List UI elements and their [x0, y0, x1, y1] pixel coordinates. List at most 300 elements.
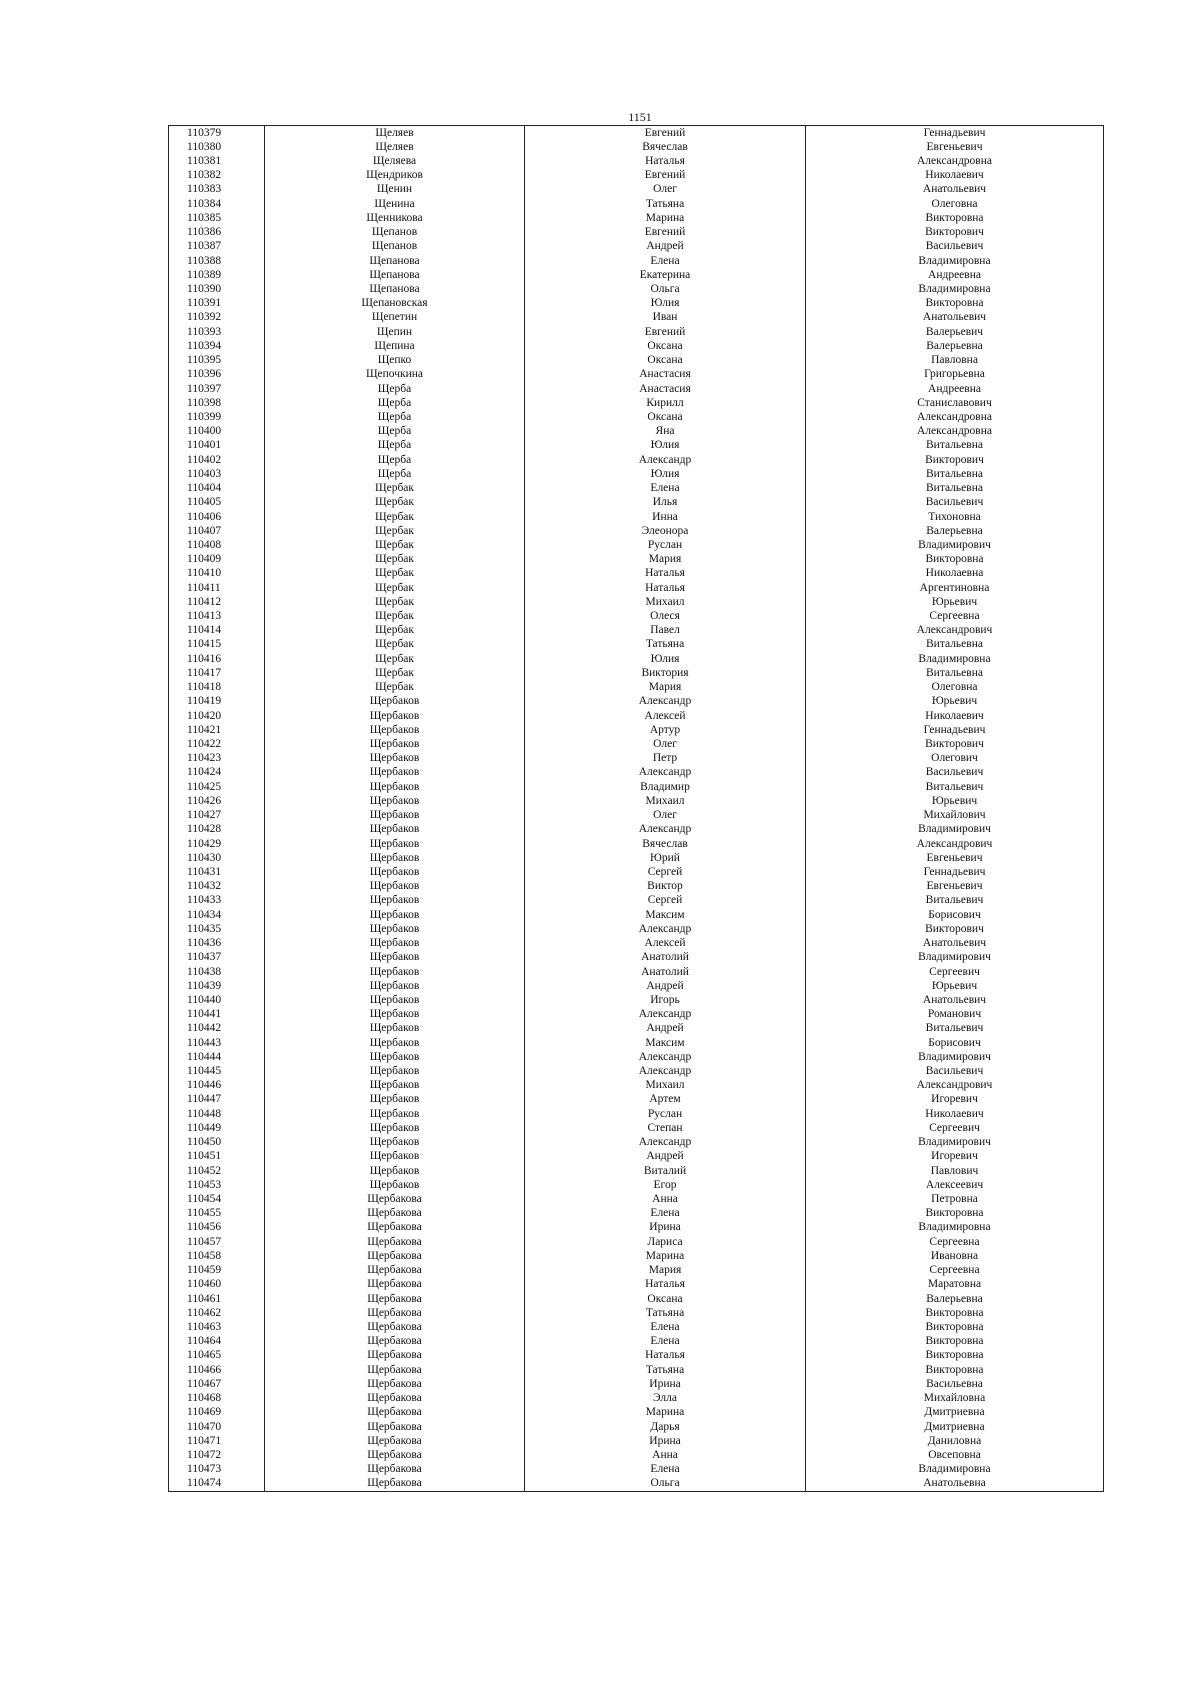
table-row — [169, 211, 1104, 225]
patronymic-cell: Витальевна — [806, 439, 1104, 453]
record-number-cell: 110431 — [169, 865, 265, 879]
record-number-cell: 110422 — [169, 737, 265, 751]
record-number-cell: 110400 — [169, 425, 265, 439]
table-row — [169, 311, 1104, 325]
first-name-cell: Оксана — [525, 339, 806, 353]
last-name-cell: Щербак — [265, 510, 525, 524]
record-number-cell: 110426 — [169, 794, 265, 808]
last-name-cell: Щербак — [265, 652, 525, 666]
patronymic-cell: Сергеевна — [806, 1264, 1104, 1278]
first-name-cell: Михаил — [525, 794, 806, 808]
record-number-cell: 110418 — [169, 681, 265, 695]
table-row — [169, 908, 1104, 922]
table-row — [169, 425, 1104, 439]
record-number-cell: 110455 — [169, 1207, 265, 1221]
last-name-cell: Щербакова — [265, 1363, 525, 1377]
patronymic-cell: Анатольевич — [806, 936, 1104, 950]
patronymic-cell: Алексеевич — [806, 1178, 1104, 1192]
record-number-cell: 110415 — [169, 638, 265, 652]
last-name-cell: Щерба — [265, 396, 525, 410]
table-row — [169, 638, 1104, 652]
record-number-cell: 110471 — [169, 1434, 265, 1448]
first-name-cell: Лариса — [525, 1235, 806, 1249]
record-number-cell: 110413 — [169, 609, 265, 623]
first-name-cell: Алексей — [525, 709, 806, 723]
patronymic-cell: Анатольевич — [806, 993, 1104, 1007]
patronymic-cell: Анатольевна — [806, 1477, 1104, 1492]
table-row — [169, 609, 1104, 623]
record-number-cell: 110445 — [169, 1064, 265, 1078]
last-name-cell: Щербакова — [265, 1292, 525, 1306]
last-name-cell: Щербак — [265, 538, 525, 552]
first-name-cell: Игорь — [525, 993, 806, 1007]
last-name-cell: Щербаков — [265, 695, 525, 709]
record-number-cell: 110398 — [169, 396, 265, 410]
last-name-cell: Щепановская — [265, 297, 525, 311]
table-row — [169, 794, 1104, 808]
record-number-cell: 110388 — [169, 254, 265, 268]
record-number-cell: 110461 — [169, 1292, 265, 1306]
first-name-cell: Юлия — [525, 297, 806, 311]
patronymic-cell: Геннадьевич — [806, 723, 1104, 737]
patronymic-cell: Валерьевич — [806, 325, 1104, 339]
first-name-cell: Юлия — [525, 439, 806, 453]
last-name-cell: Щербакова — [265, 1391, 525, 1405]
first-name-cell: Елена — [525, 1320, 806, 1334]
last-name-cell: Щербаков — [265, 965, 525, 979]
record-number-cell: 110389 — [169, 268, 265, 282]
table-row — [169, 1377, 1104, 1391]
patronymic-cell: Николаевич — [806, 169, 1104, 183]
patronymic-cell: Евгеньевич — [806, 851, 1104, 865]
last-name-cell: Щенин — [265, 183, 525, 197]
table-row — [169, 183, 1104, 197]
patronymic-cell: Геннадьевич — [806, 865, 1104, 879]
last-name-cell: Щербакова — [265, 1377, 525, 1391]
table-row — [169, 1150, 1104, 1164]
first-name-cell: Татьяна — [525, 1306, 806, 1320]
patronymic-cell: Юрьевич — [806, 695, 1104, 709]
table-row — [169, 851, 1104, 865]
first-name-cell: Евгений — [525, 325, 806, 339]
table-row — [169, 780, 1104, 794]
patronymic-cell: Ивановна — [806, 1249, 1104, 1263]
patronymic-cell: Николаевич — [806, 709, 1104, 723]
patronymic-cell: Сергеевич — [806, 965, 1104, 979]
last-name-cell: Щепетин — [265, 311, 525, 325]
last-name-cell: Щербак — [265, 567, 525, 581]
last-name-cell: Щербаков — [265, 1022, 525, 1036]
record-number-cell: 110401 — [169, 439, 265, 453]
last-name-cell: Щербак — [265, 496, 525, 510]
patronymic-cell: Викторовна — [806, 553, 1104, 567]
patronymic-cell: Евгеньевич — [806, 880, 1104, 894]
table-row — [169, 538, 1104, 552]
table-row — [169, 951, 1104, 965]
patronymic-cell: Сергеевна — [806, 1235, 1104, 1249]
last-name-cell: Щербак — [265, 666, 525, 680]
table-row — [169, 1448, 1104, 1462]
first-name-cell: Ирина — [525, 1221, 806, 1235]
last-name-cell: Щербаков — [265, 1121, 525, 1135]
record-number-cell: 110408 — [169, 538, 265, 552]
table-row — [169, 439, 1104, 453]
first-name-cell: Марина — [525, 1406, 806, 1420]
table-row — [169, 1292, 1104, 1306]
record-number-cell: 110386 — [169, 226, 265, 240]
patronymic-cell: Тихоновна — [806, 510, 1104, 524]
record-number-cell: 110432 — [169, 880, 265, 894]
last-name-cell: Щербак — [265, 524, 525, 538]
record-number-cell: 110448 — [169, 1107, 265, 1121]
first-name-cell: Александр — [525, 1136, 806, 1150]
first-name-cell: Татьяна — [525, 638, 806, 652]
last-name-cell: Щербак — [265, 624, 525, 638]
first-name-cell: Наталья — [525, 154, 806, 168]
record-number-cell: 110433 — [169, 894, 265, 908]
last-name-cell: Щепко — [265, 354, 525, 368]
first-name-cell: Кирилл — [525, 396, 806, 410]
record-number-cell: 110443 — [169, 1036, 265, 1050]
last-name-cell: Щербак — [265, 553, 525, 567]
patronymic-cell: Витальевич — [806, 780, 1104, 794]
last-name-cell: Щербаков — [265, 752, 525, 766]
last-name-cell: Щербаков — [265, 766, 525, 780]
table-row — [169, 1093, 1104, 1107]
last-name-cell: Щербаков — [265, 1050, 525, 1064]
table-row — [169, 1221, 1104, 1235]
record-number-cell: 110419 — [169, 695, 265, 709]
last-name-cell: Щербаков — [265, 1036, 525, 1050]
table-row — [169, 737, 1104, 751]
table-row — [169, 1050, 1104, 1064]
patronymic-cell: Владимирович — [806, 823, 1104, 837]
first-name-cell: Мария — [525, 681, 806, 695]
table-row — [169, 1477, 1104, 1492]
first-name-cell: Александр — [525, 766, 806, 780]
last-name-cell: Щерба — [265, 425, 525, 439]
last-name-cell: Щербаков — [265, 1150, 525, 1164]
record-number-cell: 110472 — [169, 1448, 265, 1462]
last-name-cell: Щербакова — [265, 1306, 525, 1320]
patronymic-cell: Викторовна — [806, 1207, 1104, 1221]
first-name-cell: Олег — [525, 737, 806, 751]
table-row — [169, 652, 1104, 666]
last-name-cell: Щербаков — [265, 993, 525, 1007]
patronymic-cell: Владимирович — [806, 1136, 1104, 1150]
record-number-cell: 110405 — [169, 496, 265, 510]
table-row — [169, 154, 1104, 168]
registry-table — [168, 125, 1104, 1492]
first-name-cell: Вячеслав — [525, 140, 806, 154]
last-name-cell: Щербаков — [265, 794, 525, 808]
record-number-cell: 110430 — [169, 851, 265, 865]
first-name-cell: Ирина — [525, 1377, 806, 1391]
table-row — [169, 1363, 1104, 1377]
record-number-cell: 110428 — [169, 823, 265, 837]
last-name-cell: Щепанова — [265, 282, 525, 296]
table-row — [169, 681, 1104, 695]
patronymic-cell: Александрович — [806, 624, 1104, 638]
table-row — [169, 624, 1104, 638]
patronymic-cell: Васильевна — [806, 1377, 1104, 1391]
last-name-cell: Щербаков — [265, 922, 525, 936]
first-name-cell: Сергей — [525, 865, 806, 879]
first-name-cell: Андрей — [525, 1022, 806, 1036]
patronymic-cell: Владимировна — [806, 1221, 1104, 1235]
table-row — [169, 1278, 1104, 1292]
last-name-cell: Щепочкина — [265, 368, 525, 382]
record-number-cell: 110454 — [169, 1192, 265, 1206]
patronymic-cell: Михайловна — [806, 1391, 1104, 1405]
patronymic-cell: Павловна — [806, 354, 1104, 368]
first-name-cell: Максим — [525, 908, 806, 922]
first-name-cell: Виктория — [525, 666, 806, 680]
table-row — [169, 339, 1104, 353]
last-name-cell: Щербакова — [265, 1434, 525, 1448]
first-name-cell: Андрей — [525, 979, 806, 993]
patronymic-cell: Олегович — [806, 752, 1104, 766]
patronymic-cell: Станиславович — [806, 396, 1104, 410]
last-name-cell: Щербаков — [265, 908, 525, 922]
first-name-cell: Юрий — [525, 851, 806, 865]
first-name-cell: Ирина — [525, 1434, 806, 1448]
last-name-cell: Щербакова — [265, 1477, 525, 1492]
patronymic-cell: Витальевич — [806, 1022, 1104, 1036]
last-name-cell: Щербаков — [265, 1064, 525, 1078]
table-row — [169, 410, 1104, 424]
patronymic-cell: Викторовна — [806, 1335, 1104, 1349]
record-number-cell: 110393 — [169, 325, 265, 339]
record-number-cell: 110469 — [169, 1406, 265, 1420]
first-name-cell: Татьяна — [525, 1363, 806, 1377]
patronymic-cell: Владимирович — [806, 951, 1104, 965]
table-row — [169, 766, 1104, 780]
patronymic-cell: Александровна — [806, 154, 1104, 168]
first-name-cell: Евгений — [525, 226, 806, 240]
first-name-cell: Элеонора — [525, 524, 806, 538]
last-name-cell: Щербак — [265, 595, 525, 609]
patronymic-cell: Романович — [806, 1008, 1104, 1022]
first-name-cell: Марина — [525, 1249, 806, 1263]
table-row — [169, 510, 1104, 524]
first-name-cell: Сергей — [525, 894, 806, 908]
patronymic-cell: Олеговна — [806, 681, 1104, 695]
first-name-cell: Александр — [525, 453, 806, 467]
record-number-cell: 110435 — [169, 922, 265, 936]
table-row — [169, 524, 1104, 538]
record-number-cell: 110451 — [169, 1150, 265, 1164]
record-number-cell: 110442 — [169, 1022, 265, 1036]
patronymic-cell: Юрьевич — [806, 595, 1104, 609]
patronymic-cell: Геннадьевич — [806, 126, 1104, 141]
record-number-cell: 110457 — [169, 1235, 265, 1249]
patronymic-cell: Юрьевич — [806, 794, 1104, 808]
patronymic-cell: Викторович — [806, 922, 1104, 936]
first-name-cell: Юлия — [525, 652, 806, 666]
patronymic-cell: Анатольевич — [806, 183, 1104, 197]
record-number-cell: 110473 — [169, 1463, 265, 1477]
last-name-cell: Щербаков — [265, 851, 525, 865]
table-row — [169, 453, 1104, 467]
patronymic-cell: Викторовна — [806, 1320, 1104, 1334]
table-row — [169, 325, 1104, 339]
registry-table-body — [169, 126, 1104, 1492]
first-name-cell: Наталья — [525, 1278, 806, 1292]
table-row — [169, 567, 1104, 581]
table-row — [169, 979, 1104, 993]
record-number-cell: 110409 — [169, 553, 265, 567]
patronymic-cell: Дмитриевна — [806, 1420, 1104, 1434]
first-name-cell: Владимир — [525, 780, 806, 794]
record-number-cell: 110464 — [169, 1335, 265, 1349]
record-number-cell: 110437 — [169, 951, 265, 965]
patronymic-cell: Маратовна — [806, 1278, 1104, 1292]
last-name-cell: Щербаков — [265, 1008, 525, 1022]
table-row — [169, 1264, 1104, 1278]
last-name-cell: Щербак — [265, 609, 525, 623]
patronymic-cell: Овсеповна — [806, 1448, 1104, 1462]
first-name-cell: Иван — [525, 311, 806, 325]
last-name-cell: Щербаков — [265, 723, 525, 737]
record-number-cell: 110449 — [169, 1121, 265, 1135]
record-number-cell: 110466 — [169, 1363, 265, 1377]
patronymic-cell: Аргентиновна — [806, 581, 1104, 595]
last-name-cell: Щербакова — [265, 1463, 525, 1477]
record-number-cell: 110470 — [169, 1420, 265, 1434]
last-name-cell: Щербакова — [265, 1192, 525, 1206]
table-row — [169, 282, 1104, 296]
first-name-cell: Михаил — [525, 595, 806, 609]
last-name-cell: Щербакова — [265, 1221, 525, 1235]
patronymic-cell: Витальевна — [806, 467, 1104, 481]
record-number-cell: 110452 — [169, 1164, 265, 1178]
patronymic-cell: Андреевна — [806, 382, 1104, 396]
table-row — [169, 1235, 1104, 1249]
patronymic-cell: Олеговна — [806, 197, 1104, 211]
first-name-cell: Илья — [525, 496, 806, 510]
first-name-cell: Елена — [525, 1463, 806, 1477]
table-row — [169, 240, 1104, 254]
record-number-cell: 110410 — [169, 567, 265, 581]
table-row — [169, 396, 1104, 410]
last-name-cell: Щербакова — [265, 1406, 525, 1420]
table-row — [169, 965, 1104, 979]
record-number-cell: 110391 — [169, 297, 265, 311]
table-row — [169, 382, 1104, 396]
record-number-cell: 110425 — [169, 780, 265, 794]
patronymic-cell: Сергеевна — [806, 609, 1104, 623]
table-row — [169, 481, 1104, 495]
first-name-cell: Евгений — [525, 126, 806, 141]
patronymic-cell: Викторовна — [806, 1306, 1104, 1320]
table-row — [169, 1406, 1104, 1420]
table-row — [169, 1036, 1104, 1050]
first-name-cell: Татьяна — [525, 197, 806, 211]
last-name-cell: Щепанова — [265, 254, 525, 268]
patronymic-cell: Александровна — [806, 425, 1104, 439]
first-name-cell: Елена — [525, 1207, 806, 1221]
record-number-cell: 110396 — [169, 368, 265, 382]
patronymic-cell: Витальевна — [806, 666, 1104, 680]
last-name-cell: Щербакова — [265, 1207, 525, 1221]
record-number-cell: 110411 — [169, 581, 265, 595]
patronymic-cell: Викторович — [806, 226, 1104, 240]
last-name-cell: Щербакова — [265, 1278, 525, 1292]
last-name-cell: Щербакова — [265, 1349, 525, 1363]
first-name-cell: Артур — [525, 723, 806, 737]
last-name-cell: Щербаков — [265, 1136, 525, 1150]
table-row — [169, 922, 1104, 936]
last-name-cell: Щерба — [265, 382, 525, 396]
first-name-cell: Егор — [525, 1178, 806, 1192]
record-number-cell: 110429 — [169, 837, 265, 851]
last-name-cell: Щендриков — [265, 169, 525, 183]
patronymic-cell: Владимировна — [806, 1463, 1104, 1477]
last-name-cell: Щербак — [265, 481, 525, 495]
table-row — [169, 809, 1104, 823]
table-row — [169, 140, 1104, 154]
table-row — [169, 1420, 1104, 1434]
first-name-cell: Наталья — [525, 581, 806, 595]
table-row — [169, 126, 1104, 141]
last-name-cell: Щербаков — [265, 1093, 525, 1107]
table-row — [169, 368, 1104, 382]
first-name-cell: Виталий — [525, 1164, 806, 1178]
record-number-cell: 110440 — [169, 993, 265, 1007]
first-name-cell: Оксана — [525, 410, 806, 424]
record-number-cell: 110423 — [169, 752, 265, 766]
last-name-cell: Щербаков — [265, 1164, 525, 1178]
table-row — [169, 1107, 1104, 1121]
first-name-cell: Олег — [525, 809, 806, 823]
record-number-cell: 110446 — [169, 1079, 265, 1093]
first-name-cell: Артем — [525, 1093, 806, 1107]
patronymic-cell: Владимирович — [806, 538, 1104, 552]
table-row — [169, 1178, 1104, 1192]
record-number-cell: 110403 — [169, 467, 265, 481]
table-row — [169, 268, 1104, 282]
record-number-cell: 110379 — [169, 126, 265, 141]
table-row — [169, 1136, 1104, 1150]
first-name-cell: Елена — [525, 254, 806, 268]
table-row — [169, 1064, 1104, 1078]
record-number-cell: 110441 — [169, 1008, 265, 1022]
first-name-cell: Александр — [525, 1064, 806, 1078]
patronymic-cell: Витальевна — [806, 638, 1104, 652]
patronymic-cell: Викторовна — [806, 1349, 1104, 1363]
table-row — [169, 1022, 1104, 1036]
first-name-cell: Анастасия — [525, 368, 806, 382]
last-name-cell: Щербаков — [265, 780, 525, 794]
patronymic-cell: Валерьевна — [806, 524, 1104, 538]
record-number-cell: 110465 — [169, 1349, 265, 1363]
table-row — [169, 1306, 1104, 1320]
record-number-cell: 110385 — [169, 211, 265, 225]
table-row — [169, 894, 1104, 908]
last-name-cell: Щербакова — [265, 1320, 525, 1334]
patronymic-cell: Николаевич — [806, 1107, 1104, 1121]
last-name-cell: Щербаков — [265, 823, 525, 837]
first-name-cell: Анатолий — [525, 965, 806, 979]
first-name-cell: Ольга — [525, 1477, 806, 1492]
last-name-cell: Щербаков — [265, 865, 525, 879]
patronymic-cell: Анатольевич — [806, 311, 1104, 325]
last-name-cell: Щербаков — [265, 737, 525, 751]
patronymic-cell: Борисович — [806, 908, 1104, 922]
patronymic-cell: Викторовна — [806, 1363, 1104, 1377]
last-name-cell: Щепина — [265, 339, 525, 353]
